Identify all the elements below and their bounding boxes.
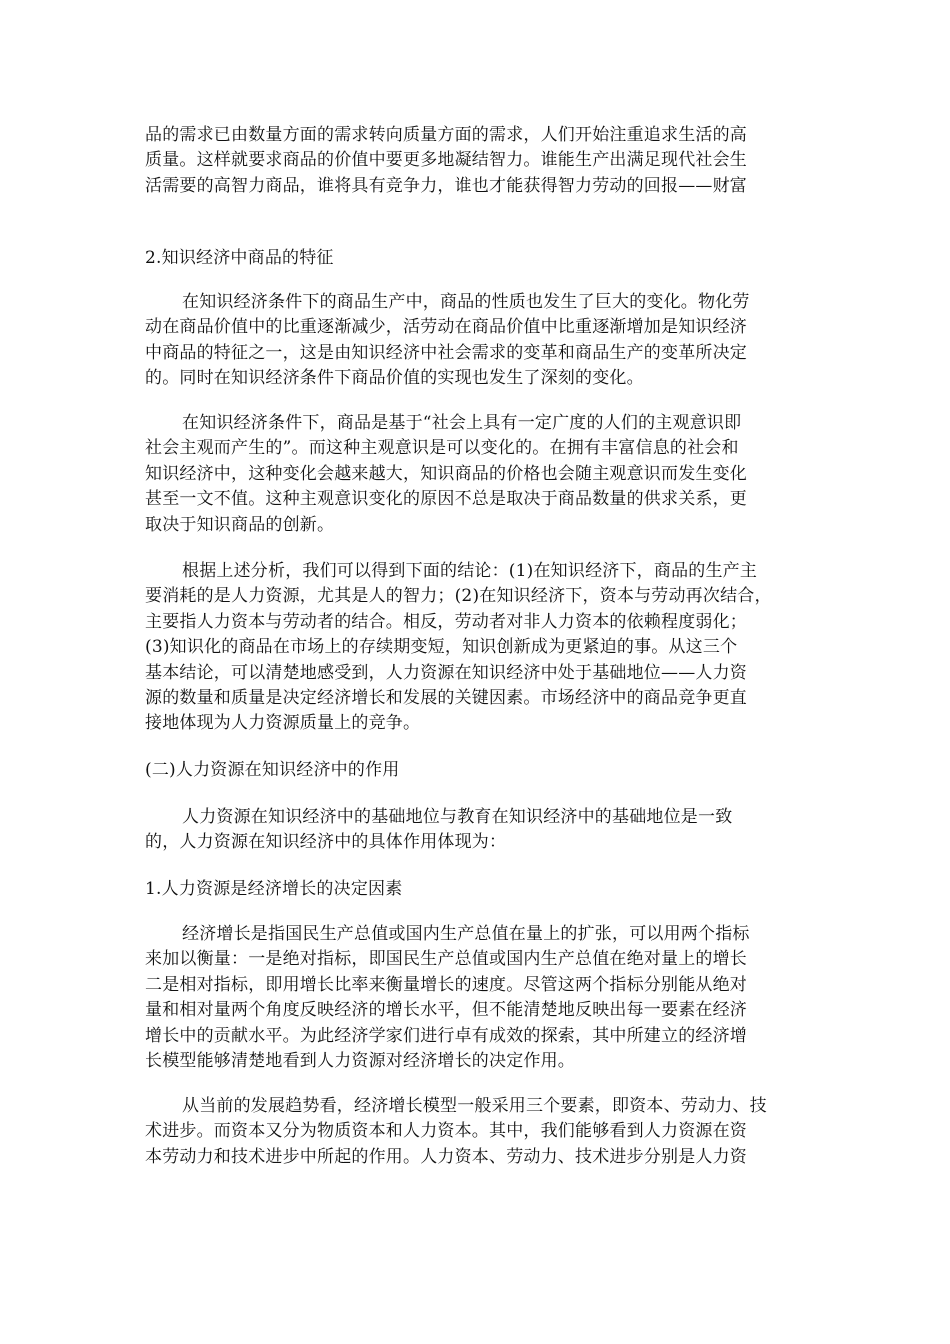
- text-line: 取决于知识商品的创新。: [145, 514, 335, 535]
- text-line: 术进步。而资本又分为物质资本和人力资本。其中，我们能够看到人力资源在资: [145, 1121, 747, 1142]
- section-heading-growth-factor: [145, 877, 805, 902]
- text-line: 本劳动力和技术进步中所起的作用。人力资本、劳动力、技术进步分别是人力资: [145, 1146, 747, 1167]
- paragraph-growth-model: [145, 1094, 805, 1170]
- text-line: 质量。这样就要求商品的价值中要更多地凝结智力。谁能生产出满足现代社会生: [145, 150, 747, 171]
- heading-line: (二)人力资源在知识经济中的作用: [145, 760, 400, 780]
- paragraph-subjective-consciousness: [145, 411, 805, 538]
- text-line: 源的数量和质量是决定经济增长和发展的关键因素。市场经济中的商品竞争更直: [145, 688, 747, 709]
- text-line: 基本结论，可以清楚地感受到，人力资源在知识经济中处于基础地位——人力资: [145, 662, 747, 683]
- text-line: 根据上述分析，我们可以得到下面的结论：(1)在知识经济下，商品的生产主: [182, 561, 758, 581]
- text-line: 活需要的高智力商品，谁将具有竞争力，谁也才能获得智力劳动的回报——财富: [145, 175, 747, 196]
- text-line: (3)知识化的商品在市场上的存续期变短，知识创新成为更紧迫的事。从这三个: [145, 637, 738, 658]
- paragraph-conclusions: [145, 559, 805, 737]
- text-line: 经济增长是指国民生产总值或国内生产总值在量上的扩张，可以用两个指标: [182, 924, 750, 944]
- text-line: 量和相对量两个角度反映经济的增长水平，但不能清楚地反映出每一要素在经济: [145, 1000, 747, 1021]
- text-line: 接地体现为人力资源质量上的竞争。: [145, 713, 421, 734]
- heading-line: 1.人力资源是经济增长的决定因素: [145, 879, 403, 899]
- text-line: 在知识经济条件下，商品是基于“社会上具有一定广度的人们的主观意识即: [182, 413, 742, 433]
- paragraph-economic-growth: [145, 922, 805, 1074]
- text-line: 来加以衡量：一是绝对指标，即国民生产总值或国内生产总值在绝对量上的增长: [145, 949, 747, 970]
- paragraph-foundation-status: [145, 805, 805, 856]
- text-line: 长模型能够清楚地看到人力资源对经济增长的决定作用。: [145, 1051, 575, 1072]
- text-line: 动在商品价值中的比重逐渐减少，活劳动在商品价值中比重逐渐增加是知识经济: [145, 317, 747, 338]
- text-line: 品的需求已由数量方面的需求转向质量方面的需求，人们开始注重追求生活的高: [145, 125, 747, 145]
- text-line: 从当前的发展趋势看，经济增长模型一般采用三个要素，即资本、劳动力、技: [182, 1096, 767, 1116]
- text-line: 的。同时在知识经济条件下商品价值的实现也发生了深刻的变化。: [145, 368, 644, 389]
- text-line: 社会主观而产生的”。而这种主观意识是可以变化的。在拥有丰富信息的社会和: [145, 438, 739, 459]
- text-line: 在知识经济条件下的商品生产中，商品的性质也发生了巨大的变化。物化劳: [182, 292, 750, 312]
- heading-line: 2.知识经济中商品的特征: [145, 248, 334, 268]
- text-line: 要消耗的是人力资源，尤其是人的智力；(2)在知识经济下，资本与劳动再次结合，: [145, 586, 772, 607]
- paragraph-wealth-demand: [145, 123, 805, 199]
- text-line: 主要指人力资本与劳动者的结合。相反，劳动者对非人力资本的依赖程度弱化；: [145, 611, 747, 632]
- text-line: 增长中的贡献水平。为此经济学家们进行卓有成效的探索，其中所建立的经济增: [145, 1025, 747, 1046]
- text-line: 人力资源在知识经济中的基础地位与教育在知识经济中的基础地位是一致: [182, 807, 733, 827]
- section-heading-commodity-features: [145, 246, 805, 271]
- text-line: 中商品的特征之一，这是由知识经济中社会需求的变革和商品生产的变革所决定: [145, 342, 747, 363]
- text-line: 甚至一文不值。这种主观意识变化的原因不总是取决于商品数量的供求关系，更: [145, 489, 747, 510]
- text-line: 二是相对指标，即用增长比率来衡量增长的速度。尽管这两个指标分别能从绝对: [145, 974, 747, 995]
- text-line: 的，人力资源在知识经济中的具体作用体现为：: [145, 832, 507, 853]
- text-line: 知识经济中，这种变化会越来越大，知识商品的价格也会随主观意识而发生变化: [145, 463, 747, 484]
- paragraph-commodity-nature: [145, 290, 805, 392]
- section-heading-human-resources-role: [145, 758, 805, 783]
